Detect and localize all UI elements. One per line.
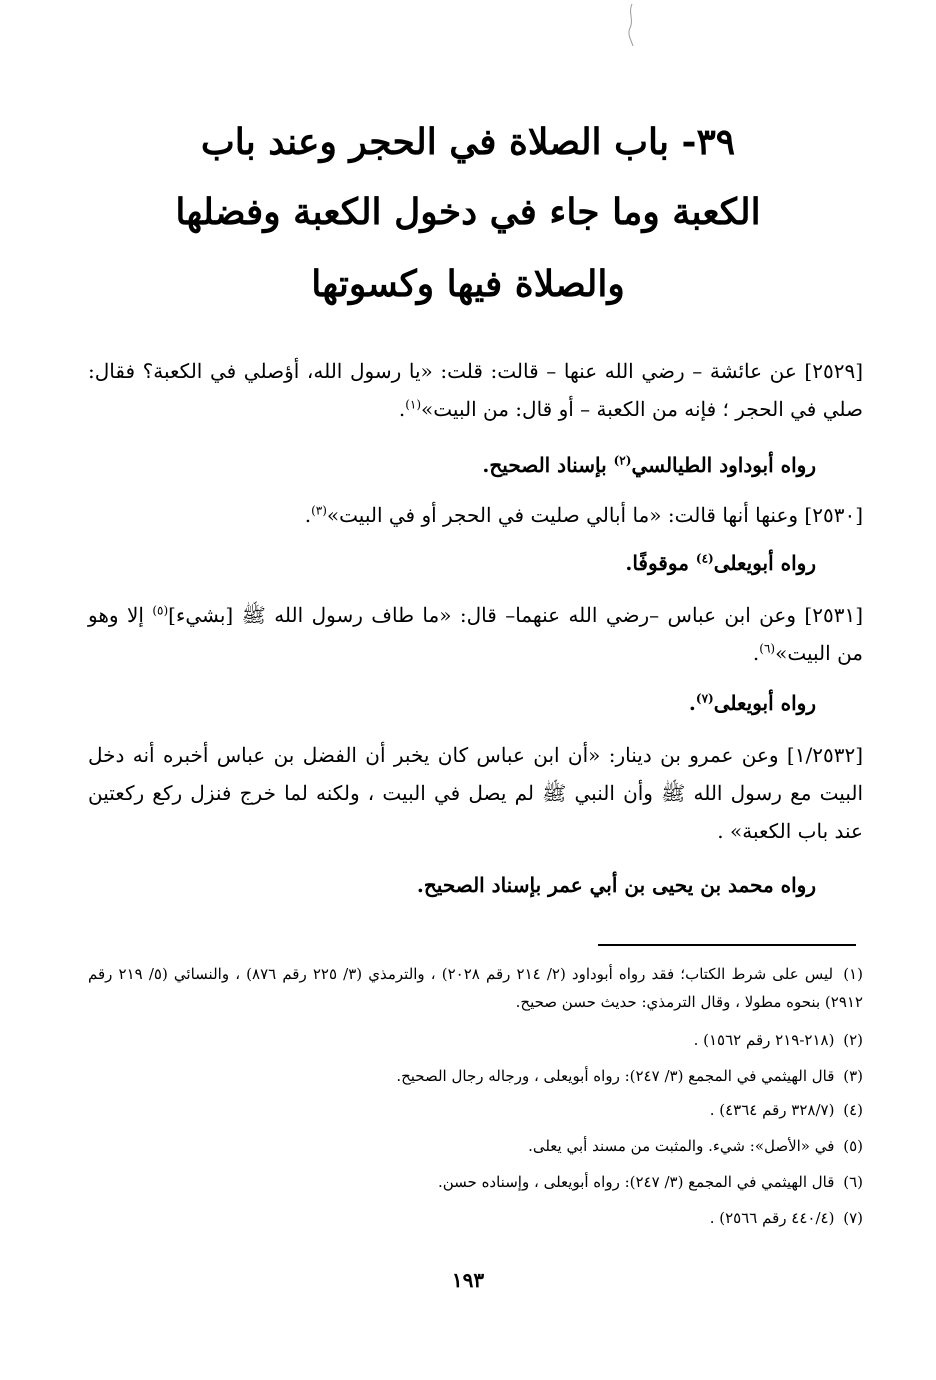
footnote-3-number: (٣) bbox=[843, 1067, 863, 1085]
narration-2530 bbox=[625, 548, 816, 578]
footnote-2-text: (٢١٨-٢١٩ رقم ١٥٦٢) . bbox=[693, 1031, 835, 1049]
hadith-2530-text: [٢٥٣٠] وعنها أنها قالت: «ما أبالي صليت في الحجر أو في البيت» bbox=[326, 503, 863, 527]
footnote-6-number: (٦) bbox=[843, 1173, 863, 1191]
footnote-7-text: (٤٤٠/٤ رقم ٢٥٦٦) . bbox=[709, 1209, 835, 1227]
footnote-4-number: (٤) bbox=[843, 1101, 863, 1119]
narration-2530-tail: موقوفًا. bbox=[625, 551, 696, 575]
hadith-2530-end: . bbox=[304, 503, 312, 527]
footnote-3 bbox=[88, 1062, 863, 1090]
footnote-ref-1[interactable]: (١) bbox=[405, 397, 422, 412]
chapter-title-line-1: ٣٩- باب الصلاة في الحجر وعند باب bbox=[200, 121, 736, 163]
footnote-7 bbox=[88, 1204, 863, 1232]
hadith-2530 bbox=[88, 496, 863, 534]
footnote-ref-3[interactable]: (٣) bbox=[311, 503, 327, 518]
narration-2532-1 bbox=[417, 870, 816, 900]
hadith-2531-text-2: إلا وهو من البيت» bbox=[88, 603, 863, 665]
narration-2529-text: رواه أبوداود الطيالسي bbox=[631, 453, 816, 477]
footnote-6 bbox=[88, 1168, 863, 1196]
footnote-ref-7[interactable]: (٧) bbox=[695, 691, 714, 706]
hadith-2529-text: [٢٥٢٩] عن عائشة – رضي الله عنها – قالت: قلت: «يا رسول الله، أؤصلي في الكعبة؟ فقال: صلي في الحجر ؛ فإنه من الكعبة – أو قال: من البيت» bbox=[88, 359, 863, 421]
hadith-2529 bbox=[88, 352, 863, 428]
footnote-1 bbox=[88, 960, 863, 1016]
narration-2531-text: رواه أبويعلى bbox=[713, 691, 816, 715]
footnote-1-text: ليس على شرط الكتاب؛ فقد رواه أبوداود (٢/ ٢١٤ رقم ٢٠٢٨) ، والترمذي (٣/ ٢٢٥ رقم ٨٧٦) ، والنسائي (٥/ ٢١٩ رقم ٢٩١٢) بنحوه مطولا ، وقال الترمذي: حديث حسن صحيح. bbox=[88, 965, 863, 1011]
footnote-7-number: (٧) bbox=[843, 1209, 863, 1227]
hadith-2532-1 bbox=[88, 736, 863, 850]
footnote-ref-2[interactable]: (٢) bbox=[613, 453, 632, 468]
hadith-2529-end: . bbox=[398, 397, 406, 421]
narration-2532-1-text: رواه محمد بن يحيى بن أبي عمر بإسناد الصحيح. bbox=[416, 873, 816, 897]
hadith-2531-end: . bbox=[752, 641, 760, 665]
hadith-2532-1-text: [١/٢٥٣٢] وعن عمرو بن دينار: «أن ابن عباس كان يخبر أن الفضل بن عباس أخبره أنه دخل البيت مع رسول الله ﷺ وأن النبي ﷺ لم يصل في البيت ، ولكنه لما خرج فنزل ركع ركعتين عند باب الكعبة» . bbox=[88, 743, 864, 843]
footnote-5 bbox=[88, 1132, 863, 1160]
footnote-6-text: قال الهيثمي في المجمع (٣/ ٢٤٧): رواه أبويعلى ، وإسناده حسن. bbox=[437, 1173, 835, 1191]
footnote-ref-5[interactable]: (٥) bbox=[152, 603, 169, 618]
footnote-5-number: (٥) bbox=[843, 1137, 863, 1155]
narration-2529 bbox=[482, 450, 816, 480]
footnote-5-text: في «الأصل»: شيء. والمثبت من مسند أبي يعلى. bbox=[528, 1137, 835, 1155]
narration-2529-tail: بإسناد الصحيح. bbox=[482, 453, 614, 477]
footnote-2-number: (٢) bbox=[843, 1031, 863, 1049]
page-number: ١٩٣ bbox=[451, 1268, 485, 1292]
hadith-2531-text: [٢٥٣١] وعن ابن عباس –رضي الله عنهما– قال: «ما طاف رسول الله ﷺ [بشيء] bbox=[168, 603, 863, 627]
footnote-ref-6[interactable]: (٦) bbox=[759, 641, 776, 656]
narration-2531-tail: . bbox=[688, 691, 696, 715]
narration-2530-text: رواه أبويعلى bbox=[713, 551, 816, 575]
chapter-title-line-2: الكعبة وما جاء في دخول الكعبة وفضلها bbox=[175, 191, 761, 233]
footnote-3-text: قال الهيثمي في المجمع (٣/ ٢٤٧): رواه أبويعلى ، ورجاله رجال الصحيح. bbox=[396, 1067, 835, 1085]
margin-pencil-mark bbox=[624, 2, 638, 48]
footnote-ref-4[interactable]: (٤) bbox=[695, 551, 714, 566]
footnote-4 bbox=[88, 1096, 863, 1124]
hadith-2531 bbox=[88, 596, 863, 672]
footnote-separator bbox=[598, 944, 856, 946]
narration-2531 bbox=[689, 688, 816, 718]
chapter-title-line-3: والصلاة فيها وكسوتها bbox=[311, 263, 625, 305]
footnote-4-text: (٣٢٨/٧ رقم ٤٣٦٤) . bbox=[709, 1101, 835, 1119]
footnote-2 bbox=[88, 1026, 863, 1054]
footnote-1-number: (١) bbox=[843, 965, 863, 983]
